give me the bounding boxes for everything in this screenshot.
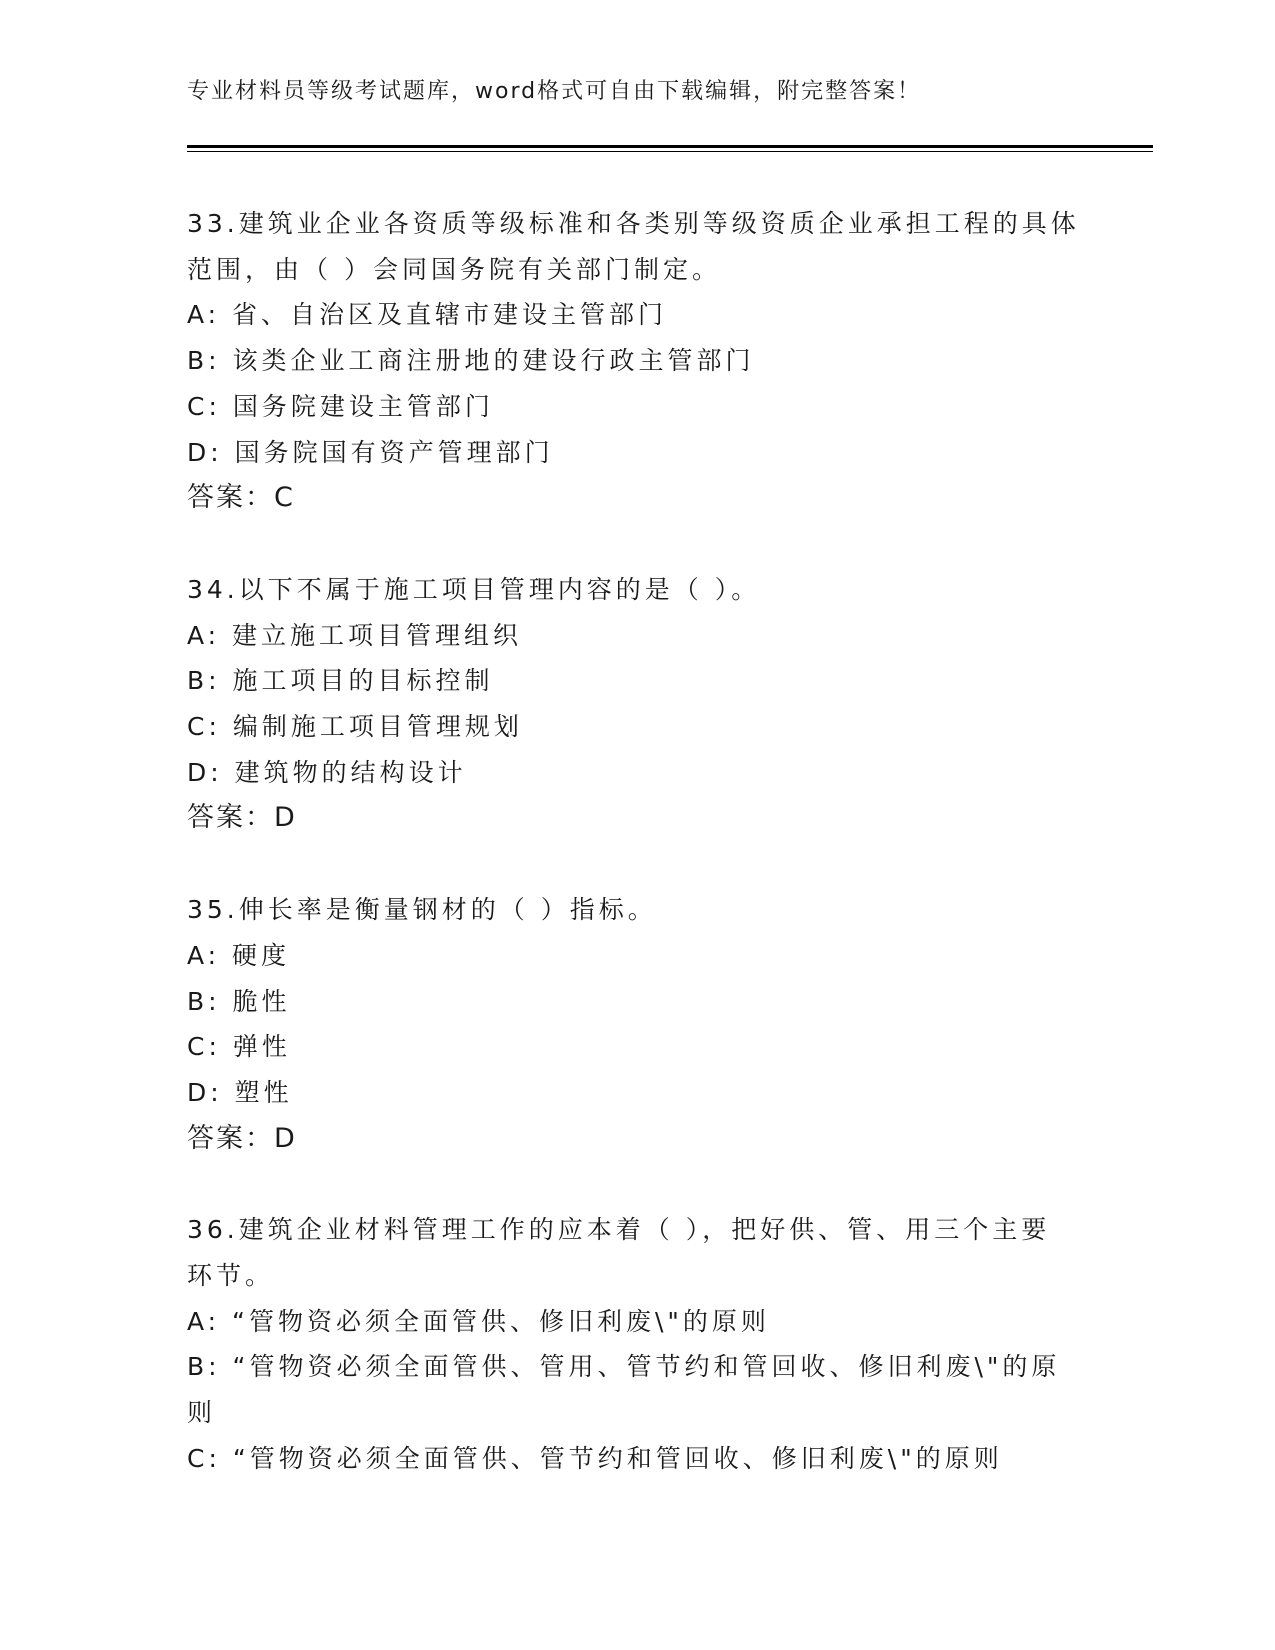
question-33 xyxy=(187,201,1087,521)
question-35 xyxy=(187,887,1087,1161)
question-34 xyxy=(187,567,1087,841)
option-b: B: “管物资必须全面管供、管用、管节约和管回收、修旧利废\"的原 xyxy=(187,1352,1061,1382)
option-d: D: 国务院国有资产管理部门 xyxy=(187,437,554,467)
option-a: A: 省、自治区及直辖市建设主管部门 xyxy=(187,300,668,330)
option-b-continued: 则 xyxy=(187,1398,217,1428)
option-a: A: “管物资必须全面管供、修旧利废\"的原则 xyxy=(187,1306,770,1336)
answer-line: 答案：D xyxy=(187,1122,297,1154)
question-stem-line: 34.以下不属于施工项目管理内容的是（ ）。 xyxy=(187,574,761,604)
answer-line: 答案：C xyxy=(187,482,295,514)
question-list xyxy=(187,201,1087,1528)
option-b: B: 施工项目的目标控制 xyxy=(187,666,494,696)
option-c: C: 弹性 xyxy=(187,1032,291,1062)
option-c: C: 国务院建设主管部门 xyxy=(187,391,494,421)
option-b: B: 该类企业工商注册地的建设行政主管部门 xyxy=(187,346,755,376)
question-36 xyxy=(187,1207,1087,1481)
header-rule-thick xyxy=(187,145,1153,148)
option-d: D: 塑性 xyxy=(187,1077,293,1107)
question-stem-line: 36.建筑企业材料管理工作的应本着（ ），把好供、管、用三个主要 xyxy=(187,1215,1051,1245)
page-header: 专业材料员等级考试题库，word格式可自由下载编辑，附完整答案！ xyxy=(187,79,922,104)
question-stem-line: 环节。 xyxy=(187,1261,275,1291)
question-stem-line: 33.建筑业企业各资质等级标准和各类别等级资质企业承担工程的具体 xyxy=(187,209,1080,238)
option-b: B: 脆性 xyxy=(187,986,291,1016)
option-d: D: 建筑物的结构设计 xyxy=(187,757,467,787)
question-stem-line: 35.伸长率是衡量钢材的（ ）指标。 xyxy=(187,895,657,925)
header-rule-thin xyxy=(187,151,1153,152)
option-a: A: 硬度 xyxy=(187,940,291,970)
answer-line: 答案：D xyxy=(187,802,297,834)
option-a: A: 建立施工项目管理组织 xyxy=(187,620,523,650)
option-c: C: “管物资必须全面管供、管节约和管回收、修旧利废\"的原则 xyxy=(187,1443,1003,1473)
question-stem-line: 范围，由（ ）会同国务院有关部门制定。 xyxy=(187,254,721,284)
option-c: C: 编制施工项目管理规划 xyxy=(187,712,523,742)
